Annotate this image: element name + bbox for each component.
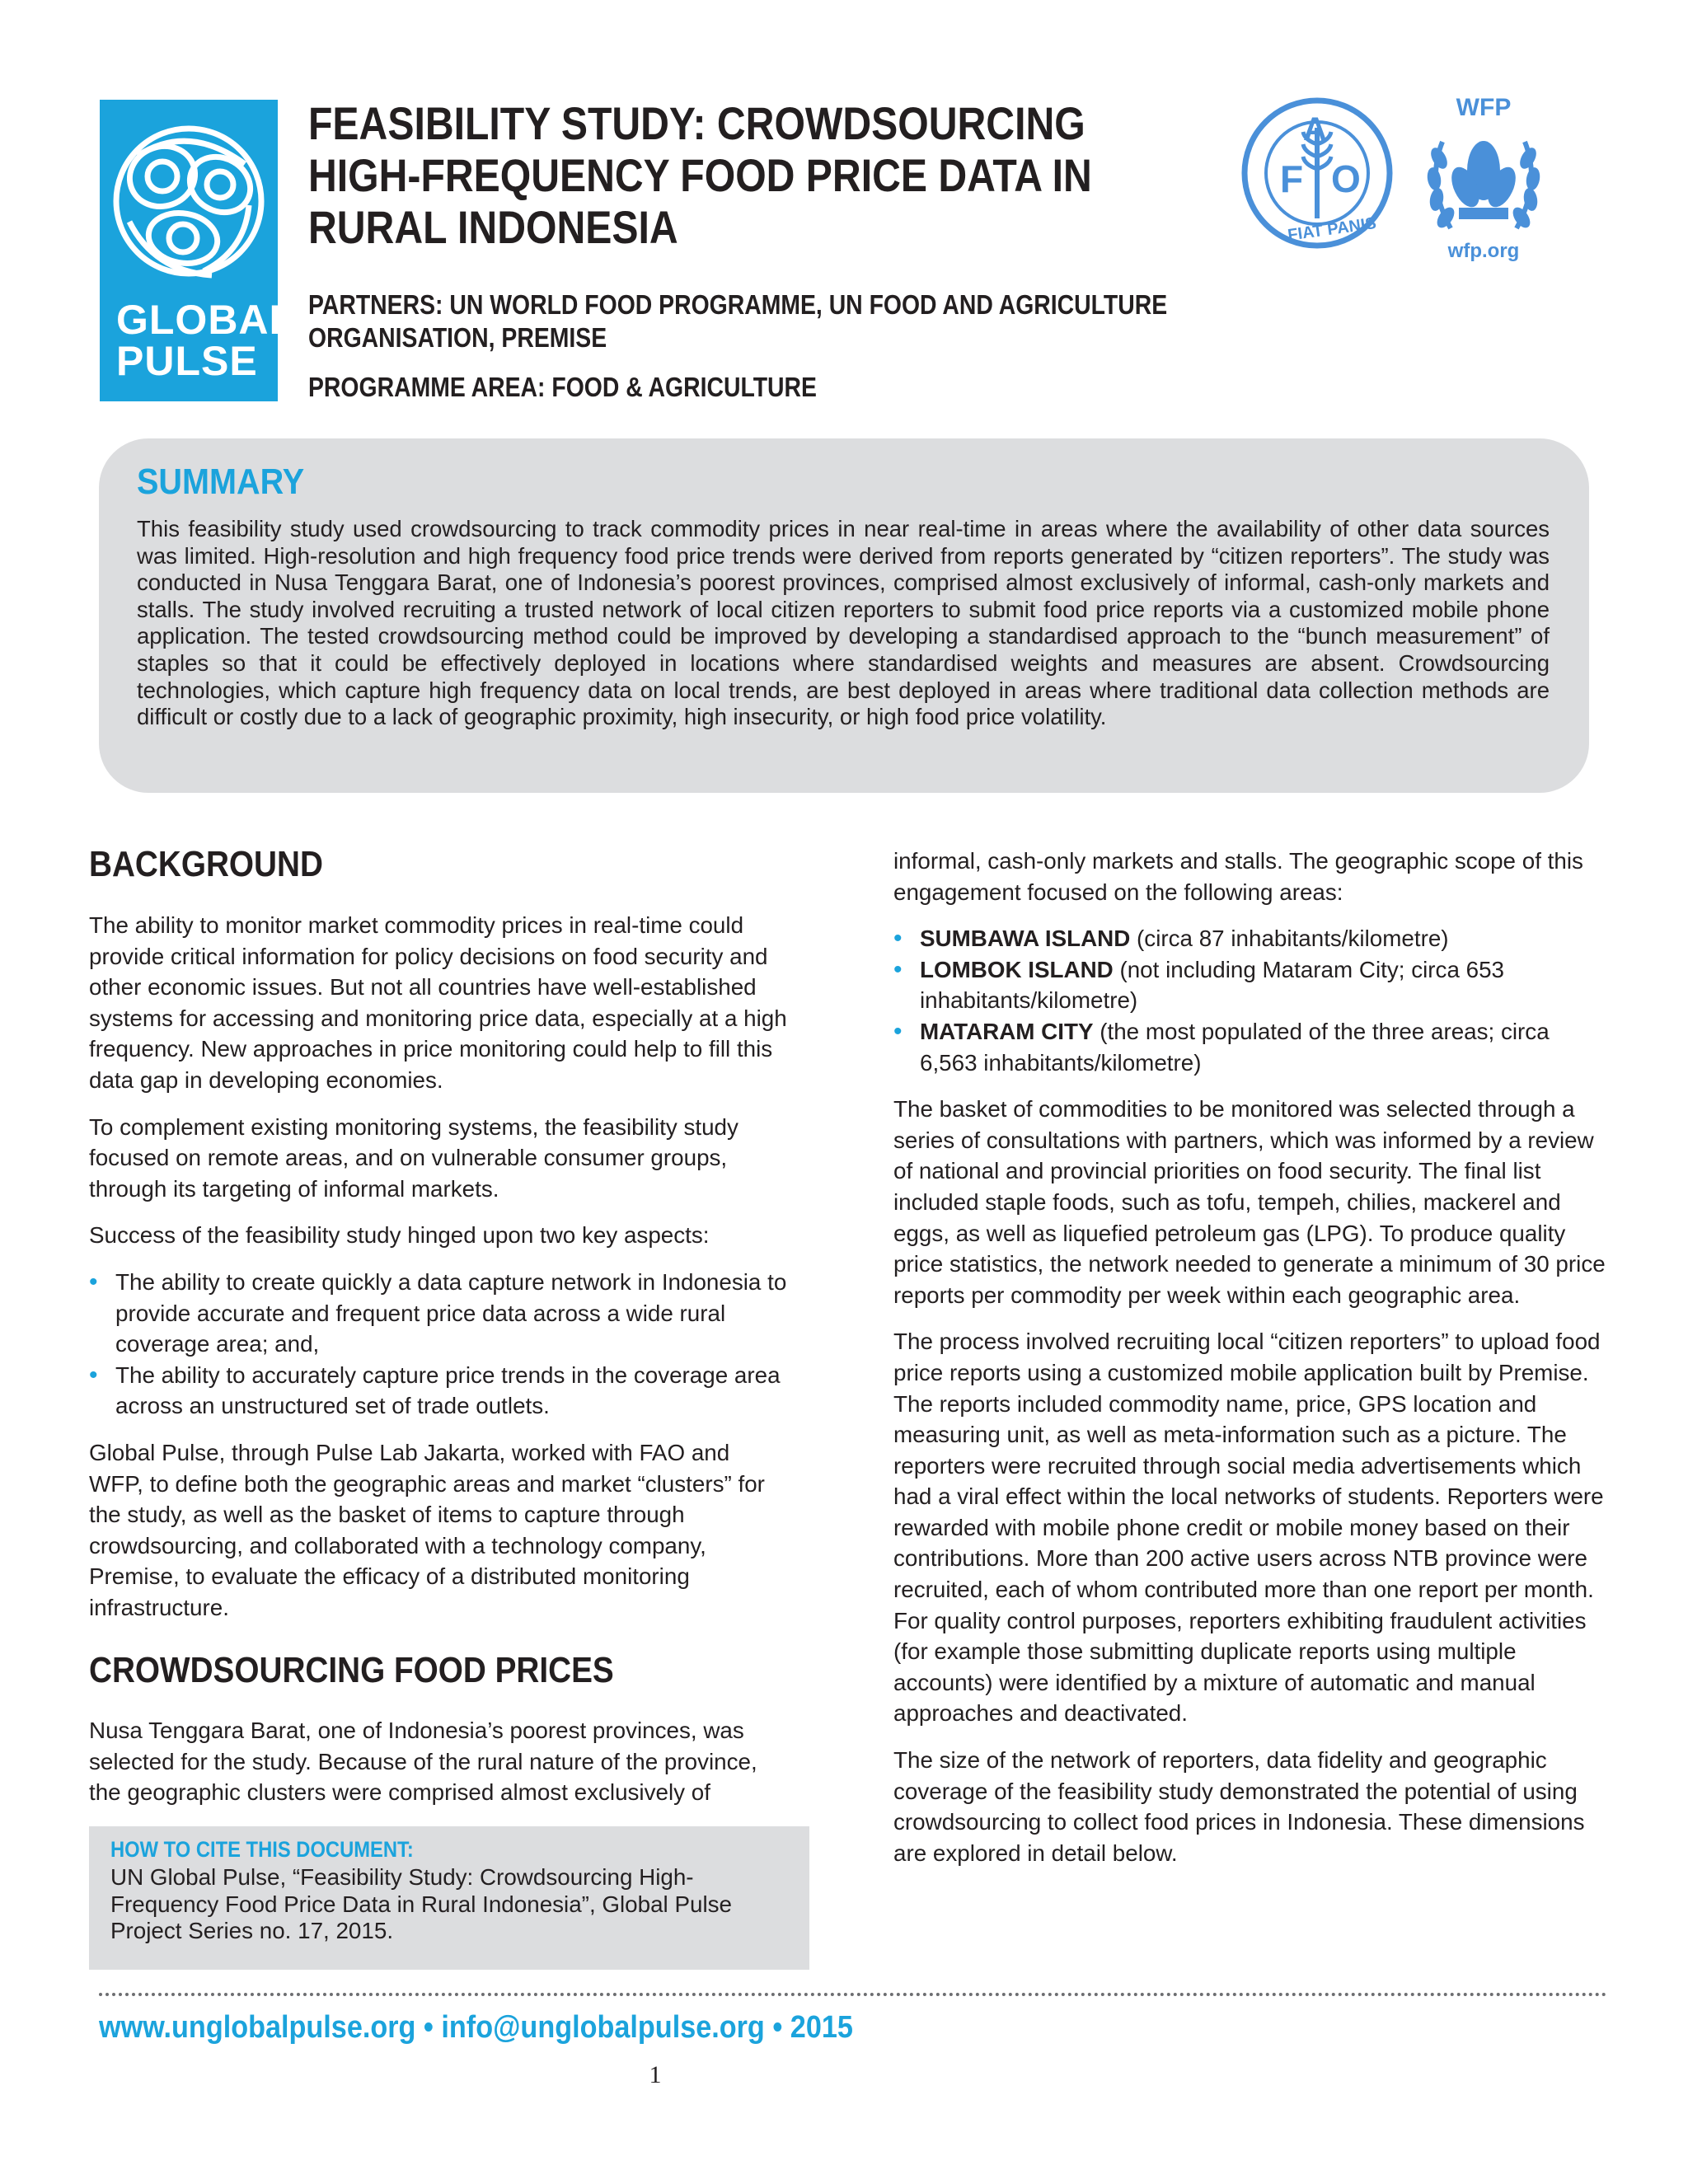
areas-list bbox=[893, 923, 1611, 1078]
background-section bbox=[89, 910, 790, 1638]
global-pulse-logo bbox=[100, 100, 296, 401]
page-title bbox=[308, 97, 1198, 253]
paragraph: Nusa Tenggara Barat, one of Indonesia’s poorest provinces, was selected for the study. Because of the rural nature of the province, the geographic clusters were comprised almost exclusively of bbox=[89, 1718, 757, 1806]
title-line: HIGH-FREQUENCY FOOD PRICE DATA IN bbox=[308, 149, 1092, 201]
citation-text: UN Global Pulse, “Feasibility Study: Crowdsourcing High-Frequency Food Price Data in Rural Indonesia”, Global Pulse Project Series no. 17, 2015. bbox=[110, 1864, 732, 1943]
wfp-logo bbox=[1409, 92, 1558, 269]
footer-links-text[interactable]: www.unglobalpulse.org • info@unglobalpulse.org • 2015 bbox=[99, 2010, 853, 2045]
citation-heading-text: HOW TO CITE THIS DOCUMENT: bbox=[110, 1837, 414, 1862]
background-heading-text: BACKGROUND bbox=[89, 844, 323, 884]
partners-line bbox=[308, 288, 1297, 354]
summary-heading-text: SUMMARY bbox=[137, 462, 305, 502]
fao-letter: F bbox=[1280, 157, 1304, 200]
fao-motto: FIAT PANIS bbox=[1286, 213, 1378, 245]
crowdsourcing-intro bbox=[89, 1715, 790, 1824]
crowdsourcing-heading-text: CROWDSOURCING FOOD PRICES bbox=[89, 1650, 614, 1690]
paragraph: The process involved recruiting local “citizen reporters” to upload food price reports using a customized mobile application built by Premise. The reports included commodity name, price, GPS location and measuring unit, as well as meta-information such as a picture. The reporters were recruited through social media advertisements which had a viral effect within the local networks of students. Reporters were rewarded with mobile phone credit or mobile money based on their contributions. More than 200 active users across NTB province were recruited, each of whom contributed more than one report per month. For quality control purposes, reporters exhibiting fraudulent activities (for example those submitting duplicate reports using multiple accounts) were identified by a mixture of automatic and manual approaches and deactivated. bbox=[893, 1329, 1604, 1727]
paragraph: Success of the feasibility study hinged upon two key aspects: bbox=[89, 1222, 710, 1249]
aspects-list bbox=[89, 1267, 790, 1422]
paragraph: The size of the network of reporters, data fidelity and geographic coverage of the feasibility study demonstrated the potential of using crowdsourcing to collect food prices in Indonesia. These dimensions are explored in detail below. bbox=[893, 1747, 1585, 1866]
area-detail: (circa 87 inhabitants/kilometre) bbox=[1130, 926, 1449, 952]
summary-text: This feasibility study used crowdsourcing to track commodity prices in near real-time in areas where the availability of other data sources was limited. High-resolution and high frequency food price trends were derived from reports generated by “citizen reporters”. The study was conducted in Nusa Tenggara Barat, one of Indonesia’s poorest provinces, comprised almost exclusively of informal, cash-only markets and stalls. The study involved recruiting a trusted network of local citizen reporters to submit food price reports via a customized mobile phone application. The tested crowdsourcing method could be improved by developing a standardised approach to the “bunch measurement” of staples so that it could be effectively deployed in locations where standardised weights and measures are absent. Crowdsourcing technologies, which capture high frequency data on local trends, are best deployed in areas where traditional data collection methods are difficult or costly due to a lack of geographic proximity, high insecurity, or high food price volatility. bbox=[137, 516, 1550, 730]
citation-heading bbox=[110, 1836, 455, 1863]
global-pulse-globe-icon bbox=[105, 106, 273, 296]
list-item: • The ability to accurately capture price trends in the coverage area across an unstructured set of trade outlets. bbox=[89, 1360, 790, 1422]
area-detail: (the most populated of the three areas; circa 6,563 inhabitants/kilometre) bbox=[920, 1018, 1550, 1076]
right-column bbox=[893, 846, 1611, 1884]
list-item: • The ability to create quickly a data capture network in Indonesia to provide accurate and frequent price data across a wide rural coverage area; and, bbox=[89, 1267, 790, 1360]
paragraph: The ability to monitor market commodity prices in real-time could provide critical information for policy decisions on food security and other economic issues. But not all countries have well-established systems for accessing and monitoring price data, especially at a high frequency. New approaches in price monitoring could help to fill this data gap in developing economies. bbox=[89, 912, 787, 1093]
area-name: MATARAM CITY bbox=[920, 1018, 1094, 1044]
fao-logo bbox=[1239, 95, 1395, 251]
fao-letter: O bbox=[1331, 157, 1361, 200]
list-item bbox=[893, 1016, 1611, 1078]
area-name: LOMBOK ISLAND bbox=[920, 956, 1114, 982]
paragraph: The basket of commodities to be monitored was selected through a series of consultations with partners, which was informed by a review of national and provincial priorities on food security. The final list included staple foods, such as tofu, tempeh, chilies, mackerel and eggs, as well as liquefied petroleum gas (LPG). To produce quality price statistics, the network needed to generate a minimum of 30 price reports per commodity per week within each geographic area. bbox=[893, 1096, 1606, 1308]
title-line: FEASIBILITY STUDY: CROWDSOURCING bbox=[308, 97, 1085, 149]
wfp-label: WFP bbox=[1456, 94, 1512, 121]
paragraph: To complement existing monitoring systems, the feasibility study focused on remote areas, and on vulnerable consumer groups, through its targeting of informal markets. bbox=[89, 1113, 738, 1202]
logo-text-global: GLOBAL bbox=[116, 297, 296, 343]
title-line: RURAL INDONESIA bbox=[308, 201, 678, 253]
partners-text: ORGANISATION, PREMISE bbox=[308, 322, 607, 353]
page-number: 1 bbox=[649, 2061, 662, 2088]
fao-letter: A bbox=[1303, 111, 1327, 148]
area-name: SUMBAWA ISLAND bbox=[920, 926, 1131, 952]
summary-heading bbox=[137, 462, 323, 503]
list-item bbox=[893, 923, 1611, 954]
crowdsourcing-heading bbox=[89, 1650, 686, 1691]
paragraph: informal, cash-only markets and stalls. The geographic scope of this engagement focused on the following areas: bbox=[893, 848, 1583, 905]
paragraph: Global Pulse, through Pulse Lab Jakarta, worked with FAO and WFP, to define both the geographic areas and market “clusters” for the study, as well as the basket of items to capture through crowdsourcing, and collaborated with a technology company, Premise, to evaluate the efficacy of a distributed monitoring infrastructure. bbox=[89, 1439, 765, 1620]
programme-area-text: PROGRAMME AREA: FOOD & AGRICULTURE bbox=[308, 372, 817, 402]
wfp-url: wfp.org bbox=[1447, 240, 1520, 262]
programme-area bbox=[308, 371, 899, 404]
background-heading bbox=[89, 844, 355, 885]
area-detail: (not including Mataram City; circa 653 inhabitants/kilometre) bbox=[920, 956, 1505, 1014]
footer-links[interactable] bbox=[99, 2009, 937, 2046]
list-item bbox=[893, 954, 1611, 1016]
partners-text: PARTNERS: UN WORLD FOOD PROGRAMME, UN FOOD AND AGRICULTURE bbox=[308, 289, 1168, 320]
logo-text-pulse: PULSE bbox=[116, 338, 258, 384]
footer-divider bbox=[99, 1993, 1607, 1996]
global-pulse-wordmark bbox=[116, 299, 295, 382]
